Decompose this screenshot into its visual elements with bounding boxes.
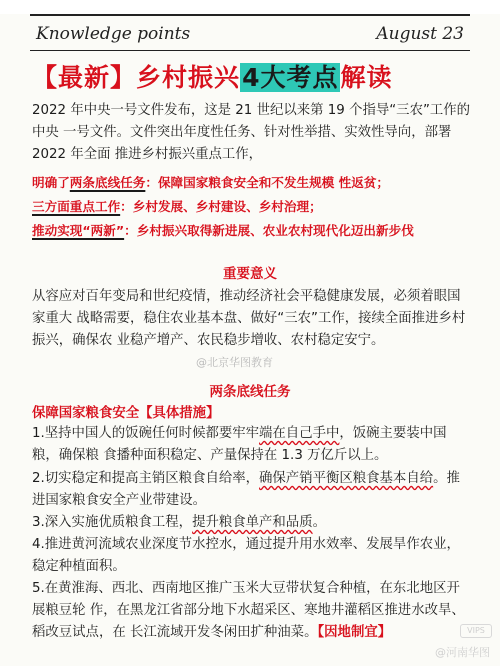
page-title	[32, 58, 472, 94]
list-item	[32, 512, 472, 534]
title-bracket-open: 【	[32, 63, 59, 92]
list-item-emphasis: 端在自己手中	[259, 426, 340, 441]
subhead-label: 保障国家粮食安全	[32, 406, 140, 421]
section-tasks-subhead	[32, 402, 219, 421]
list-item	[32, 468, 472, 512]
list-item-emphasis: 确保产销平衡区粮食基本自给	[259, 471, 434, 486]
list-item	[32, 578, 472, 644]
title-latest: 最新	[58, 63, 111, 92]
watermark: @北京华图教育	[196, 356, 273, 369]
key-point-1	[32, 172, 477, 194]
key-point-3-underlined: 推动实现“两新”	[32, 223, 125, 238]
key-point-1-prefix: 明确了	[32, 175, 70, 190]
top-rule	[30, 14, 470, 16]
list-item-text: 5.在黄淮海、西北、西南地区推广玉米大豆带状复合种植，在东北地区开展粮豆轮 作，在黑龙江省部分地下水超采区、寒地井灌稻区推进水改旱、稻改豆试点，在 长江流域开发冬闲田扩种油菜。	[32, 581, 465, 640]
header-date: August 23	[376, 24, 464, 44]
list-item-text: 2.切实稳定和提高主销区粮食自给率，	[32, 471, 260, 486]
list-item-text: 。	[312, 515, 326, 530]
section-significance-text: 从容应对百年变局和世纪疫情，推动经济社会平稳健康发展，必须着眼国家重大 战略需要，稳住农业基本盘、做好“三农”工作，接续全面推进乡村振兴，确保农 业稳产增产、农民稳步增收、农村稳定安宁。	[32, 289, 466, 348]
list-item	[32, 534, 472, 578]
section-tasks-title: 两条底线任务	[209, 384, 291, 400]
section-significance-title: 重要意义	[223, 266, 277, 282]
title-main: 乡村振兴	[136, 63, 241, 92]
key-point-2	[32, 196, 477, 218]
title-highlight: 4大考点	[242, 63, 339, 92]
list-item	[32, 423, 472, 467]
header-bar	[0, 0, 500, 14]
key-point-1-rest: ：保障国家粮食安全和不发生规模 性返贫；	[145, 175, 390, 190]
list-item-text: 3.深入实施优质粮食工程，	[32, 515, 193, 530]
intro-paragraph: 2022 年中央一号文件发布，这是 21 世纪以来第 19 个指导“三农”工作的中央 一号文件。文件突出年度性任务、针对性举措、实效性导向，部署 2022 年全面 推进乡村振兴重点工作，	[32, 103, 471, 162]
list-item-text: 4.推进黄河流域农业深度节水控水，通过提升用水效率、发展旱作农业，稳定种植面积。	[32, 537, 460, 574]
list-item-text: 。推进国家粮食安全产业带建设。	[32, 471, 460, 508]
corner-watermark: @河南华图	[435, 646, 490, 659]
list-item-text: ，饭碗主要装中国粮，确保粮 食播种面积稳定、产量保持在 1.3 万亿斤以上。	[32, 426, 447, 463]
title-bracket-close: 】	[110, 63, 137, 92]
header-divider	[30, 50, 470, 51]
key-point-1-underlined: 两条底线任务	[69, 175, 146, 190]
header-left-text: Knowledge points	[36, 24, 191, 44]
list-item-text: 1.坚持中国人的饭碗任何时候都要牢牢	[32, 426, 260, 441]
subhead-tag: 【具体措施】	[139, 406, 220, 421]
key-point-2-underlined: 三方面重点工作	[32, 199, 121, 214]
key-point-3	[32, 220, 477, 242]
key-point-2-rest: ：乡村发展、乡村建设、乡村治理；	[120, 199, 322, 214]
list-item-tag: 【因地制宜】	[317, 625, 392, 640]
key-point-3-rest: ：乡村振兴取得新进展、农业农村现代化迈出新步伐	[124, 223, 414, 238]
title-tail: 解读	[340, 63, 393, 92]
list-item-emphasis: 提升粮食单产和品质	[192, 515, 313, 530]
corner-badge: VIPS	[460, 624, 492, 638]
